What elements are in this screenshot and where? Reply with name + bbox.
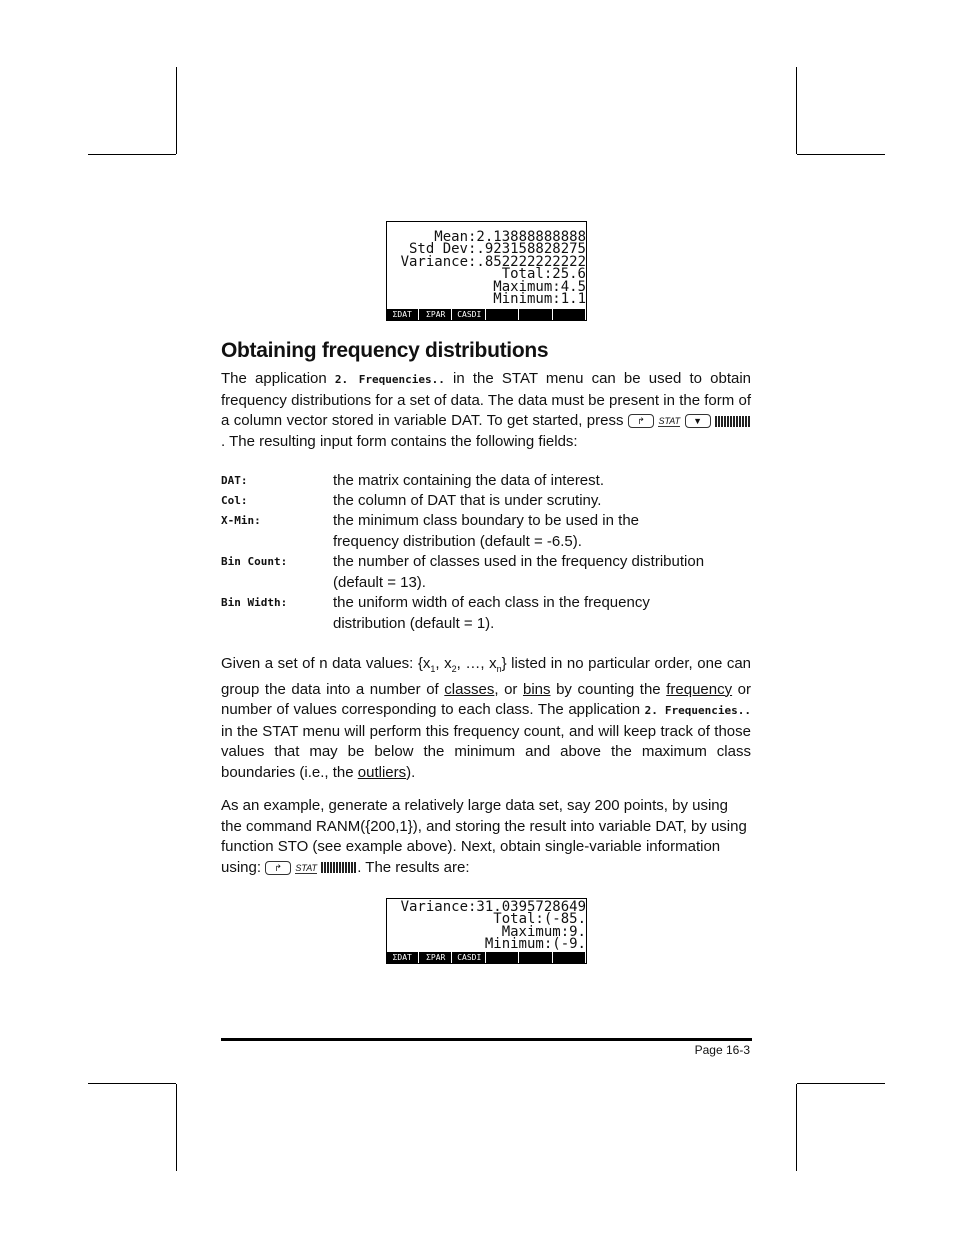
field-name: Bin Width: [221, 596, 288, 609]
field-name-text: Col [221, 494, 241, 507]
intro-paragraph [221, 369, 751, 452]
text: . The resulting input form contains the following fields: [221, 432, 578, 450]
frequency-paragraph: Given a set of n data values: {$x_1$, $x_2$, …, $x_n$} listed in no particular order, one can group the data into a number of classes, or bins by counting the frequency or number of values corresponding to each class. The application 2. Frequencies.. in the STAT menu will perform this frequency count, and will keep track of those values that may be below the minimum and above the maximum class boundaries (i.e., the outliers). [221, 655, 752, 781]
term-outliers: outliers [357, 763, 407, 781]
right-shift-key-icon: ↱ [265, 861, 291, 875]
text: . The results are: [357, 858, 470, 876]
text: } listed in no particular order, one can group the data into a number of [221, 655, 752, 698]
page-number: Page 16-3 [694, 1043, 750, 1057]
crop-mark [88, 1083, 176, 1084]
term-frequency: frequency [666, 680, 733, 698]
lcd-line: Total:25.6 [501, 266, 586, 283]
term-bins: bins [522, 680, 551, 698]
softkey-empty [555, 952, 587, 963]
softkey-sdat: ΣDAT [387, 952, 419, 963]
crop-mark [88, 154, 176, 155]
footer-rule [221, 1038, 752, 1041]
crop-mark [797, 1083, 885, 1084]
text: in the STAT menu will perform this frequency count, and will keep track of those values that may be below the minimum and above the maximum class boundaries (i.e., the [221, 722, 751, 781]
lcd-line: Variance:.852222222222 [400, 253, 586, 270]
text: by counting the [556, 680, 661, 698]
softkey-spar: ΣPAR [421, 309, 453, 320]
text: or number of values corresponding to each class. The application [221, 680, 752, 718]
field-name: DAT: [221, 474, 248, 487]
field-name-text: Bin Width [221, 596, 281, 609]
crop-mark [796, 1084, 797, 1171]
lcd-softmenu [387, 309, 586, 320]
lcd-line: Total:(-85. [493, 911, 586, 928]
field-row [221, 552, 751, 593]
text: ). [406, 763, 416, 781]
term-classes: classes [444, 680, 495, 698]
calculator-screen-results [386, 898, 587, 964]
softkey-casdi: CASDI [454, 309, 486, 320]
text: The application [221, 370, 327, 387]
text: , or [494, 680, 518, 698]
field-row [221, 511, 751, 552]
lcd-line: Minimum:1.1 [493, 291, 586, 308]
softkey-sdat: ΣDAT [387, 309, 419, 320]
text: in the STAT menu can be used to obtain frequency distributions for a set of data. The data must be present in the form of a column vector stored in variable DAT. To get started, press [221, 370, 752, 430]
section-heading: Obtaining frequency distributions [221, 339, 549, 362]
crop-mark [796, 67, 797, 154]
softkey-empty [555, 309, 587, 320]
ok-softkey-icon [321, 862, 357, 873]
lcd-line: Variance:31.0395728649 [400, 899, 586, 915]
field-desc: the column of DAT that is under scrutiny. [333, 492, 602, 509]
ok-softkey-icon [715, 416, 751, 427]
softkey-empty [521, 309, 553, 320]
text: , …, x [456, 655, 497, 672]
field-name: Col: [221, 494, 248, 507]
menu-item-code: 2. Frequencies.. [334, 373, 445, 386]
text: , x [435, 655, 452, 672]
lcd-line: Minimum:(-9. [484, 936, 586, 953]
field-desc: the uniform width of each class in the frequency distribution (default = 1). [333, 594, 650, 632]
field-name-text: Bin Count [221, 555, 281, 568]
softkey-empty [488, 952, 520, 963]
softkey-spar: ΣPAR [421, 952, 453, 963]
lcd-line: Std Dev:.923158828275 [408, 241, 586, 258]
right-shift-key-icon: ↱ [628, 414, 654, 428]
field-name: Bin Count: [221, 555, 288, 568]
field-row [221, 471, 751, 492]
field-row [221, 593, 751, 634]
softkey-empty [521, 952, 553, 963]
crop-mark [797, 154, 885, 155]
example-paragraph [221, 796, 751, 878]
text: Given a set of n data values: {x [221, 655, 431, 672]
stat-key-icon: STAT [295, 862, 318, 873]
lcd-line: Maximum:9. [501, 923, 586, 940]
menu-item-code: 2. Frequencies.. [644, 704, 751, 717]
calculator-screen-stats [386, 221, 587, 321]
crop-mark [176, 67, 177, 154]
field-desc: the minimum class boundary to be used in the frequency distribution (default = -6.5). [333, 512, 639, 550]
field-name-text: DAT [221, 474, 241, 487]
lcd-line: Mean:2.13888888888 [434, 229, 586, 245]
lcd-softmenu [387, 952, 586, 963]
stat-key-icon: STAT [658, 416, 681, 426]
field-name-text: X-Min [221, 514, 255, 527]
lcd-line: Maximum:4.5 [493, 278, 586, 295]
softkey-empty [488, 309, 520, 320]
down-arrow-key-icon: ▼ [685, 414, 711, 428]
field-name: X-Min: [221, 514, 261, 527]
softkey-casdi: CASDI [454, 952, 486, 963]
text: As an example, generate a relatively large data set, say 200 points, by using the command RANM({200,1}), and storing the result into variable DAT, by using function STO (see example above). Next, obtain single-variable information using: [221, 797, 747, 876]
field-desc: the matrix containing the data of interest. [333, 472, 604, 489]
field-desc: the number of classes used in the frequency distribution (default = 13). [333, 553, 705, 591]
field-row [221, 491, 751, 512]
crop-mark [176, 1084, 177, 1171]
